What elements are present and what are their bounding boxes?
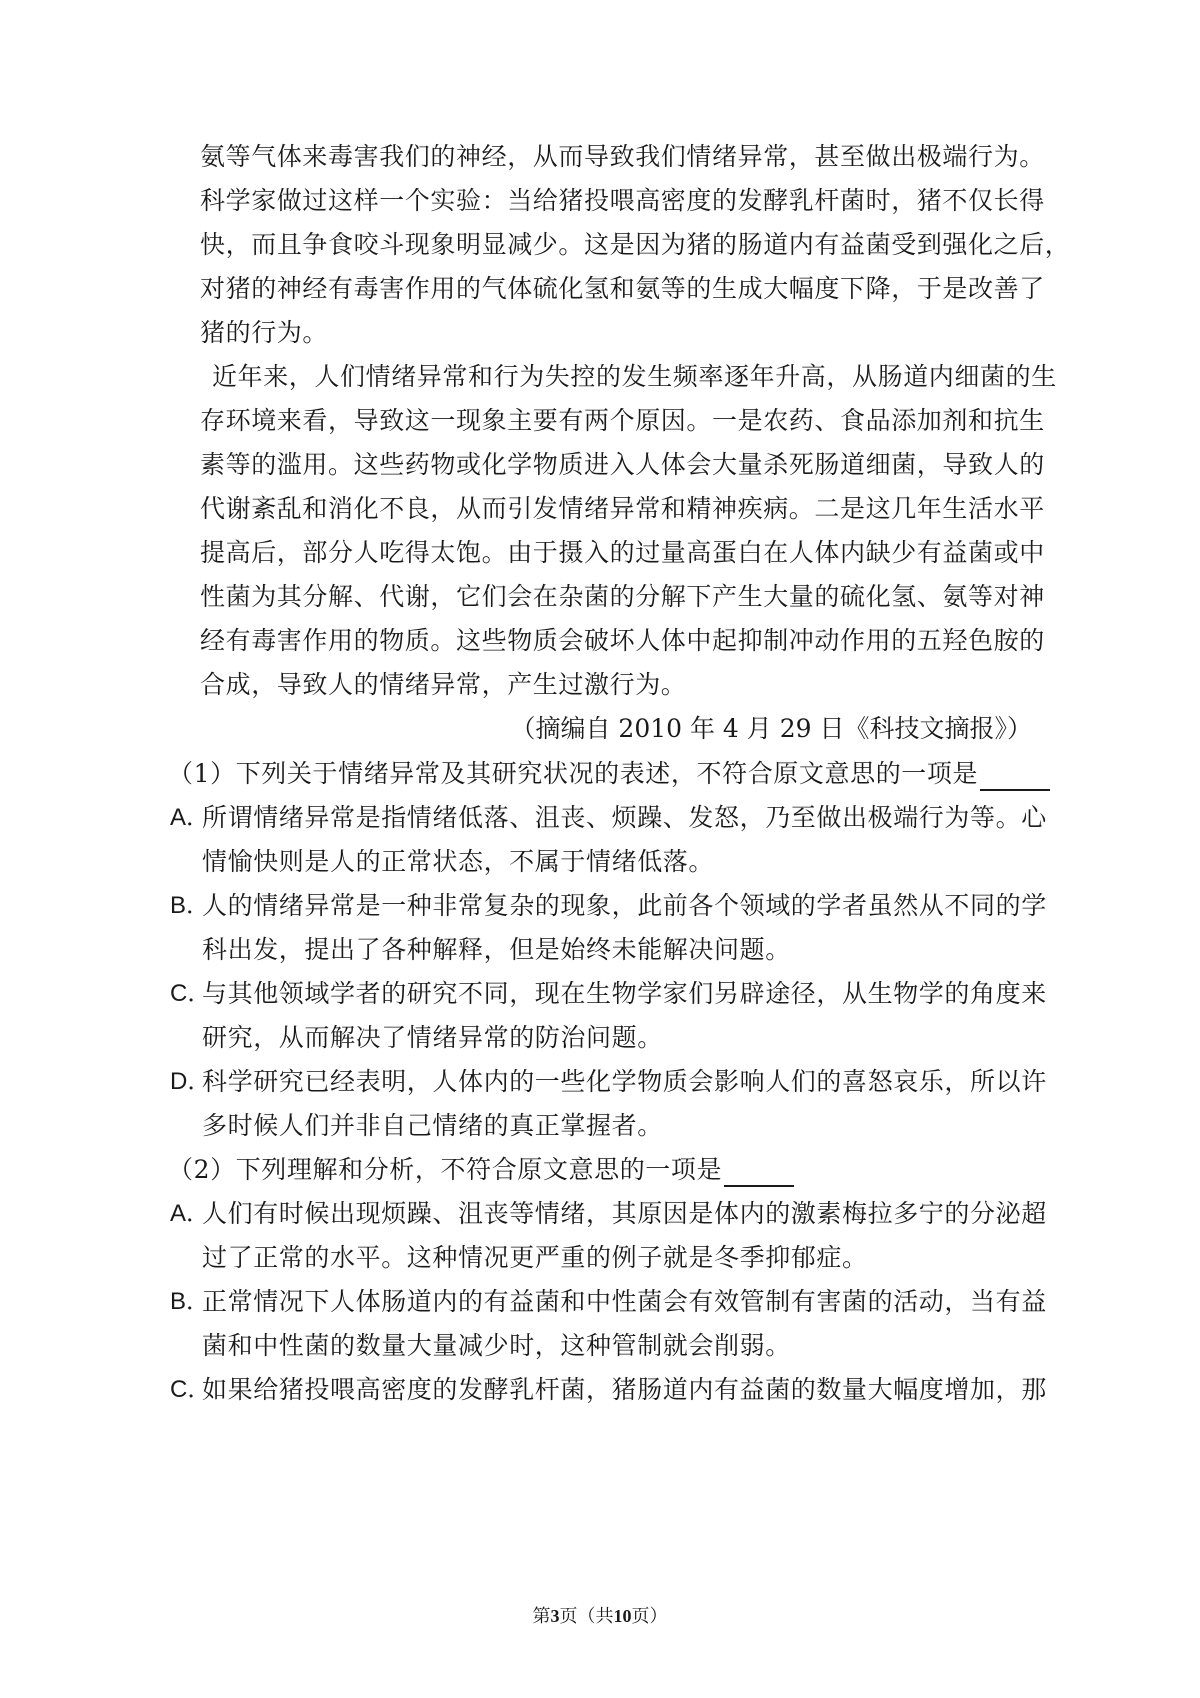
passage-line: 科学家做过这样一个实验：当给猪投喂高密度的发酵乳杆菌时，猪不仅长得 — [200, 186, 1045, 215]
passage-line: 提高后，部分人吃得太饱。由于摄入的过量高蛋白在人体内缺少有益菌或中 — [200, 538, 1045, 567]
q2-option-a-line: 过了正常的水平。这种情况更严重的例子就是冬季抑郁症。 — [202, 1243, 868, 1272]
answer-blank — [980, 765, 1050, 791]
passage-line: 快，而且争食咬斗现象明显减少。这是因为猪的肠道内有益菌受到强化之后， — [200, 230, 1071, 259]
passage-line: 猪的行为。 — [200, 318, 329, 347]
footer-suffix: 页） — [631, 1606, 668, 1627]
q2-option-b-line: 正常情况下人体肠道内的有益菌和中性菌会有效管制有害菌的活动，当有益 — [202, 1287, 1047, 1316]
question-1-stem-text: （1）下列关于情绪异常及其研究状况的表述，不符合原文意思的一项是 — [168, 759, 979, 788]
question-2-stem-text: （2）下列理解和分析，不符合原文意思的一项是 — [168, 1155, 723, 1184]
passage-line: 存环境来看，导致这一现象主要有两个原因。一是农药、食品添加剂和抗生 — [200, 406, 1045, 435]
passage-line: 对猪的神经有毒害作用的气体硫化氢和氨等的生成大幅度下降，于是改善了 — [200, 274, 1045, 303]
q2-option-a-letter: A． — [170, 1200, 211, 1227]
passage-line: 素等的滥用。这些药物或化学物质进入人体会大量杀死肠道细菌，导致人的 — [200, 450, 1045, 479]
q1-option-b-letter: B． — [170, 892, 211, 919]
q1-option-a-line: 情愉快则是人的正常状态，不属于情绪低落。 — [202, 847, 715, 876]
passage-line: 近年来，人们情绪异常和行为失控的发生频率逐年升高，从肠道内细菌的生 — [212, 362, 1057, 391]
q1-option-a-line: 所谓情绪异常是指情绪低落、沮丧、烦躁、发怒，乃至做出极端行为等。心 — [202, 803, 1047, 832]
footer-prefix: 第 — [532, 1606, 551, 1627]
answer-blank — [724, 1161, 794, 1187]
passage-line: 代谢紊乱和消化不良，从而引发情绪异常和精神疾病。二是这几年生活水平 — [200, 494, 1045, 523]
q2-option-b-letter: B． — [170, 1288, 211, 1315]
passage-line: 经有毒害作用的物质。这些物质会破坏人体中起抑制冲动作用的五羟色胺的 — [200, 626, 1045, 655]
q1-option-c-line: 研究，从而解决了情绪异常的防治问题。 — [202, 1023, 663, 1052]
passage-line: 合成，导致人的情绪异常，产生过激行为。 — [200, 670, 687, 699]
q2-option-c-line: 如果给猪投喂高密度的发酵乳杆菌，猪肠道内有益菌的数量大幅度增加，那 — [202, 1375, 1047, 1404]
q1-option-a-letter: A． — [170, 804, 211, 831]
q2-option-b-line: 菌和中性菌的数量大量减少时，这种管制就会削弱。 — [202, 1331, 791, 1360]
passage-line: 性菌为其分解、代谢，它们会在杂菌的分解下产生大量的硫化氢、氨等对神 — [200, 582, 1045, 611]
q2-option-a-line: 人们有时候出现烦躁、沮丧等情绪，其原因是体内的激素梅拉多宁的分泌超 — [202, 1199, 1047, 1228]
q1-option-b-line: 人的情绪异常是一种非常复杂的现象，此前各个领域的学者虽然从不同的学 — [202, 891, 1047, 920]
q1-option-d-letter: D． — [170, 1068, 212, 1095]
passage-line: 氨等气体来毒害我们的神经，从而导致我们情绪异常，甚至做出极端行为。 — [200, 142, 1045, 171]
question-2-stem — [168, 1153, 794, 1187]
footer-page-number: 3 — [550, 1606, 560, 1626]
q1-option-c-letter: C． — [170, 980, 212, 1007]
q2-option-c-letter: C． — [170, 1376, 212, 1403]
footer-mid: 页（共 — [559, 1606, 614, 1627]
q1-option-d-line: 多时候人们并非自己情绪的真正掌握者。 — [202, 1111, 663, 1140]
q1-option-d-line: 科学研究已经表明，人体内的一些化学物质会影响人们的喜怒哀乐，所以许 — [202, 1067, 1047, 1096]
q1-option-b-line: 科出发，提出了各种解释，但是始终未能解决问题。 — [202, 935, 791, 964]
question-1-stem — [168, 757, 1050, 791]
footer-total-pages: 10 — [613, 1606, 632, 1626]
page-footer — [0, 1604, 1200, 1629]
passage-source: （摘编自 2010 年 4 月 29 日《科技文摘报》） — [510, 714, 1032, 743]
q1-option-c-line: 与其他领域学者的研究不同，现在生物学家们另辟途径，从生物学的角度来 — [202, 979, 1047, 1008]
